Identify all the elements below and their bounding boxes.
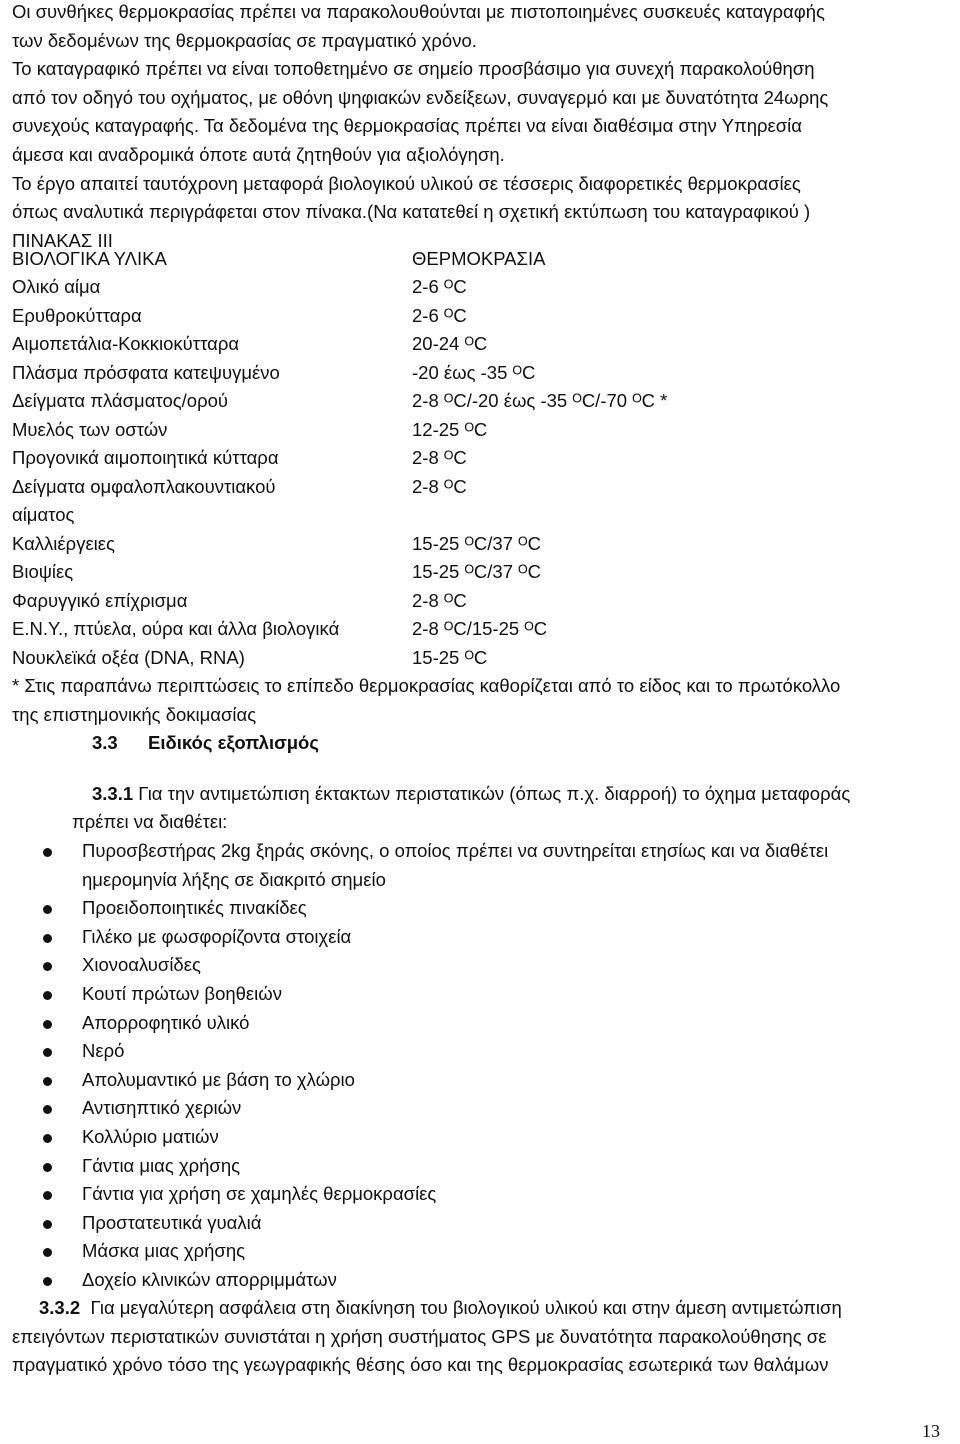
row-temperature: 2-8 ᴼC <box>412 447 467 468</box>
list-item: Νερό <box>0 1037 960 1066</box>
list-item: Απολυμαντικό με βάση το χλώριο <box>0 1066 960 1095</box>
subsection-number: 3.3.1 <box>92 783 134 804</box>
intro-line: από τον οδηγό του οχήματος, με οθόνη ψηφιακών ενδείξεων, συναγερμό και με δυνατότητα 24ωρης <box>12 86 829 108</box>
subsection-3-3-2-line2: επειγόντων περιστατικών συνιστάται η χρήση συστήματος GPS με δυνατότητα παρακολούθησης σε <box>12 1326 827 1347</box>
row-temperature: 2-8 ᴼC <box>412 476 467 497</box>
row-material: Δείγματα ομφαλοπλακουντιακού <box>12 476 276 497</box>
intro-paragraph <box>12 0 948 227</box>
row-temperature: 15-25 ᴼC/37 ᴼC <box>412 533 541 554</box>
list-item: Πυροσβεστήρας 2kg ξηράς σκόνης, ο οποίος πρέπει να συντηρείται ετησίως και να διαθέτει <box>0 837 960 866</box>
subsection-3-3-2 <box>39 1294 842 1323</box>
list-item: Γάντια μιας χρήσης <box>0 1152 960 1181</box>
row-temperature: 12-25 ᴼC <box>412 419 488 440</box>
list-item: Μάσκα μιας χρήσης <box>0 1237 960 1266</box>
bullet-icon <box>43 1105 52 1114</box>
footnote-line: * Στις παραπάνω περιπτώσεις το επίπεδο θερμοκρασίας καθορίζεται από το είδος και το πρωτόκολλο <box>12 675 841 696</box>
intro-line: συνεχούς καταγραφής. Τα δεδομένα της θερμοκρασίας πρέπει να είναι διαθέσιμα στην Υπηρεσία <box>12 115 802 137</box>
bullet-icon <box>43 934 52 943</box>
row-material: Φαρυγγικό επίχρισμα <box>12 590 188 611</box>
row-temperature: 2-6 ᴼC <box>412 276 467 297</box>
intro-line: άμεσα και αναδρομικά όποτε αυτά ζητηθούν για αξιολόγηση. <box>12 143 505 165</box>
row-temperature: 20-24 ᴼC <box>412 333 488 354</box>
bullet-icon <box>43 848 52 857</box>
row-material: Ε.Ν.Υ., πτύελα, ούρα και άλλα βιολογικά <box>12 618 340 639</box>
subsection-3-3-2-line3: πραγματικό χρόνο τόσο της γεωγραφικής θέσης όσο και της θερμοκρασίας εσωτερικά των θαλάμων <box>12 1354 829 1375</box>
row-temperature: 15-25 ᴼC <box>412 647 488 668</box>
list-item: Κολλύριο ματιών <box>0 1123 960 1152</box>
list-item: Γάντια για χρήση σε χαμηλές θερμοκρασίες <box>0 1180 960 1209</box>
list-item: Αντισηπτικό χεριών <box>0 1094 960 1123</box>
list-item: Χιονοαλυσίδες <box>0 951 960 980</box>
list-item: Κουτί πρώτων βοηθειών <box>0 980 960 1009</box>
row-material: αίματος <box>12 504 75 525</box>
list-item: Προστατευτικά γυαλιά <box>0 1209 960 1238</box>
footnote-line: της επιστημονικής δοκιμασίας <box>12 703 257 725</box>
bullet-icon <box>43 1020 52 1029</box>
row-material: Ολικό αίμα <box>12 276 101 297</box>
row-material: Βιοψίες <box>12 561 74 582</box>
row-material: Αιμοπετάλια-Κοκκιοκύτταρα <box>12 333 240 354</box>
list-item: Προειδοποιητικές πινακίδες <box>0 894 960 923</box>
bullet-icon <box>43 962 52 971</box>
list-item-continuation: ημερομηνία λήξης σε διακριτό σημείο <box>82 868 386 890</box>
list-item: Γιλέκο με φωσφορίζοντα στοιχεία <box>0 923 960 952</box>
row-material: Καλλιέργειες <box>12 533 115 554</box>
row-temperature: 15-25 ᴼC/37 ᴼC <box>412 561 541 582</box>
row-temperature: 2-8 ᴼC <box>412 590 467 611</box>
row-temperature: -20 έως -35 ᴼC <box>412 362 536 383</box>
subsection-number: 3.3.2 <box>39 1297 81 1318</box>
list-item: Δοχείο κλινικών απορριμμάτων <box>0 1266 960 1295</box>
row-material: Νουκλεϊκά οξέα (DNA, RNA) <box>12 647 245 668</box>
subsection-3-3-1 <box>92 780 850 809</box>
bullet-icon <box>43 1248 52 1257</box>
section-title: Ειδικός εξοπλισμός <box>148 732 319 753</box>
section-heading <box>92 729 319 758</box>
subsection-text: Για μεγαλύτερη ασφάλεια στη διακίνηση του βιολογικού υλικού και στην άμεση αντιμετώπιση <box>90 1297 842 1318</box>
row-material: Πλάσμα πρόσφατα κατεψυγμένο <box>12 362 280 383</box>
page-number: 13 <box>922 1421 940 1441</box>
intro-line: Οι συνθήκες θερμοκρασίας πρέπει να παρακολουθούνται με πιστοποιημένες συσκευές καταγραφής <box>12 1 825 22</box>
bullet-icon <box>43 1220 52 1229</box>
table-footnote <box>12 672 948 729</box>
intro-line: Το έργο απαιτεί ταυτόχρονη μεταφορά βιολογικού υλικού σε τέσσερις διαφορετικές θερμοκρασίες <box>12 172 801 194</box>
row-temperature: 2-8 ᴼC/-20 έως -35 ᴼC/-70 ᴼC * <box>412 390 668 411</box>
table-label: ΠΙΝΑΚΑΣ ΙΙΙ <box>12 230 113 251</box>
bullet-icon <box>43 1048 52 1057</box>
row-material: Προγονικά αιμοποιητικά κύτταρα <box>12 447 279 468</box>
intro-line: των δεδομένων της θερμοκρασίας σε πραγματικό χρόνο. <box>12 29 477 51</box>
bullet-icon <box>43 1134 52 1143</box>
row-material: Μυελός των οστών <box>12 419 168 440</box>
row-material: Ερυθροκύτταρα <box>12 305 142 326</box>
bullet-icon <box>43 905 52 914</box>
table-header-temperature: ΘΕΡΜΟΚΡΑΣΙΑ <box>412 248 546 269</box>
list-item: Απορροφητικό υλικό <box>0 1009 960 1038</box>
subsection-text: Για την αντιμετώπιση έκτακτων περιστατικών (όπως π.χ. διαρροή) το όχημα μεταφοράς <box>138 783 851 804</box>
section-number: 3.3 <box>92 732 118 753</box>
row-material: Δείγματα πλάσματος/ορού <box>12 390 229 411</box>
bullet-icon <box>43 1277 52 1286</box>
bullet-icon <box>43 991 52 1000</box>
subsection-3-3-1-line2: πρέπει να διαθέτει: <box>72 811 228 832</box>
bullet-icon <box>43 1191 52 1200</box>
row-temperature: 2-6 ᴼC <box>412 305 467 326</box>
row-temperature: 2-8 ᴼC/15-25 ᴼC <box>412 618 548 639</box>
equipment-list <box>0 837 960 1295</box>
table-header-material: ΒΙΟΛΟΓΙΚΑ ΥΛΙΚΑ <box>12 248 167 269</box>
bullet-icon <box>43 1077 52 1086</box>
intro-line: όπως αναλυτικά περιγράφεται στον πίνακα.(Να κατατεθεί η σχετική εκτύπωση του καταγραφικού ) <box>12 201 811 223</box>
bullet-icon <box>43 1163 52 1172</box>
intro-line: Το καταγραφικό πρέπει να είναι τοποθετημένο σε σημείο προσβάσιμο για συνεχή παρακολούθηση <box>12 58 815 80</box>
